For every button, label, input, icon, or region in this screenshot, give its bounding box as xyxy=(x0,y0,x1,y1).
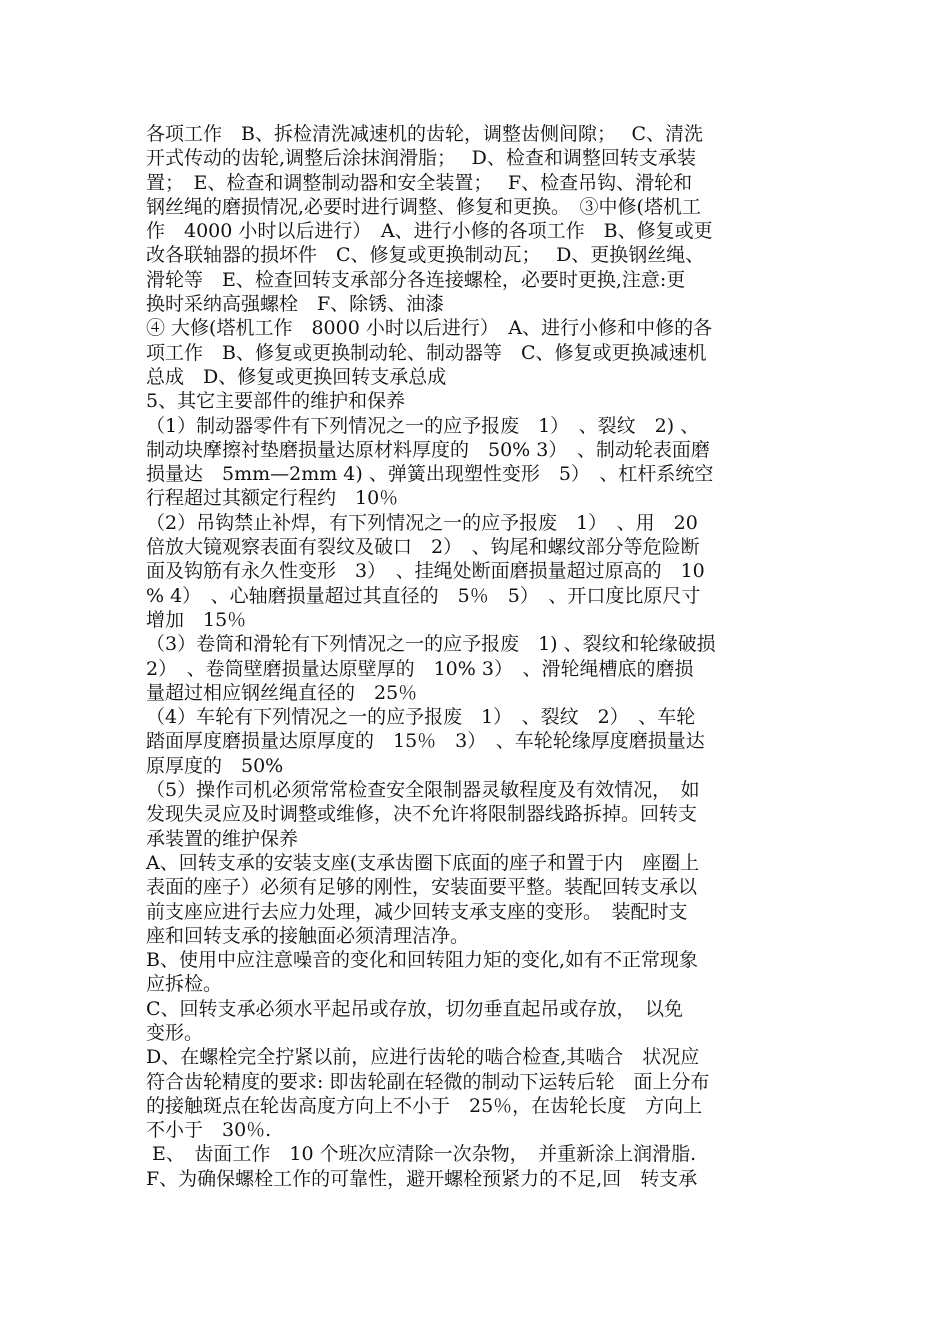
text-line: 应拆检。 xyxy=(146,973,223,996)
text-line: 符合齿轮精度的要求: 即齿轮副在轻微的制动下运转后轮 面上分布 xyxy=(146,1070,710,1093)
text-line: 制动块摩擦衬垫磨损量达原材料厚度的 50% 3） 、制动轮表面磨 xyxy=(146,438,710,461)
section-heading: 5、其它主要部件的维护和保养 xyxy=(146,390,406,413)
text-line: 钢丝绳的磨损情况,必要时进行调整、修复和更换。 ③中修(塔机工 xyxy=(146,195,701,218)
text-line: 变形。 xyxy=(146,1021,204,1044)
text-line: 项工作 B、修复或更换制动轮、制动器等 C、修复或更换减速机 xyxy=(146,341,707,364)
text-line: （1）制动器零件有下列情况之一的应予报废 1） 、裂纹 2) 、 xyxy=(146,414,700,437)
text-line: 踏面厚度磨损量达原厚度的 15％ 3） 、车轮轮缘厚度磨损量达 xyxy=(146,730,705,753)
text-line: B、使用中应注意噪音的变化和回转阻力矩的变化,如有不正常现象 xyxy=(146,949,699,972)
text-line: F、为确保螺栓工作的可靠性，避开螺栓预紧力的不足,回 转支承 xyxy=(146,1167,698,1190)
text-line: （4）车轮有下列情况之一的应予报废 1） 、裂纹 2） 、车轮 xyxy=(146,706,696,729)
text-line: （2）吊钩禁止补焊，有下列情况之一的应予报废 1） 、用 20 xyxy=(146,511,698,534)
text-line: 增加 15％ xyxy=(146,608,247,631)
text-line: 量超过相应钢丝绳直径的 25％ xyxy=(146,681,418,704)
text-line: 置； E、检查和调整制动器和安全装置； F、检查吊钩、滑轮和 xyxy=(146,171,693,194)
text-line: 开式传动的齿轮,调整后涂抹润滑脂； D、检查和调整回转支承装 xyxy=(146,147,696,170)
document-body xyxy=(146,122,810,1191)
text-line: （3）卷筒和滑轮有下列情况之一的应予报废 1) 、裂纹和轮缘破损 xyxy=(146,633,716,656)
text-line: 倍放大镜观察表面有裂纹及破口 2） 、钩尾和螺纹部分等危险断 xyxy=(146,536,700,559)
text-line: A、回转支承的安装支座(支承齿圈下底面的座子和置于内 座圈上 xyxy=(146,851,700,874)
text-line: 前支座应进行去应力处理，减少回转支承支座的变形。 装配时支 xyxy=(146,900,688,923)
text-line: 座和回转支承的接触面必须清理洁净。 xyxy=(146,924,470,947)
text-line: （5）操作司机必须常常检查安全限制器灵敏程度及有效情况， 如 xyxy=(146,779,700,802)
text-line: C、回转支承必须水平起吊或存放，切勿垂直起吊或存放， 以免 xyxy=(146,997,684,1020)
text-line: 行程超过其额定行程约 10％ xyxy=(146,487,399,510)
text-line: 总成 D、修复或更换回转支承总成 xyxy=(146,365,447,388)
text-line: 改各联轴器的损坏件 C、修复或更换制动瓦； D、更换钢丝绳、 xyxy=(146,244,705,267)
text-line: 不小于 30％. xyxy=(146,1119,272,1142)
text-line: 发现失灵应及时调整或维修，决不允许将限制器线路拆掉。回转支 xyxy=(146,803,698,826)
text-line: ④ 大修(塔机工作 8000 小时以后进行） A、进行小修和中修的各 xyxy=(146,317,713,340)
text-line: 表面的座子）必须有足够的刚性，安装面要平整。装配回转支承以 xyxy=(146,876,698,899)
text-line: E、 齿面工作 10 个班次应清除一次杂物， 并重新涂上润滑脂. xyxy=(146,1143,697,1166)
text-line: 滑轮等 E、检查回转支承部分各连接螺栓，必要时更换,注意:更 xyxy=(146,268,686,291)
text-line: 损量达 5mm—2mm 4) 、弹簧出现塑性变形 5） 、杠杆系统空 xyxy=(146,463,714,486)
text-line: 各项工作 B、拆检清洗减速机的齿轮，调整齿侧间隙； C、清洗 xyxy=(146,123,704,145)
text-line: 作 4000 小时以后进行） A、进行小修的各项工作 B、修复或更 xyxy=(146,220,713,243)
text-line: 承装置的维护保养 xyxy=(146,827,299,850)
text-line: % 4） 、心轴磨损量超过其直径的 5％ 5） 、开口度比原尺寸 xyxy=(146,584,701,607)
text-line: 2） 、卷筒壁磨损量达原壁厚的 10% 3） 、滑轮绳槽底的磨损 xyxy=(146,657,694,680)
text-line: 换时采纳高强螺栓 F、除锈、油漆 xyxy=(146,293,445,316)
text-line: D、在螺栓完全拧紧以前，应进行齿轮的啮合检查,其啮合 状况应 xyxy=(146,1046,700,1069)
text-line: 的接触斑点在轮齿高度方向上不小于 25％，在齿轮长度 方向上 xyxy=(146,1094,703,1117)
text-line: 面及钩筋有永久性变形 3） 、挂绳处断面磨损量超过原高的 10 xyxy=(146,560,705,583)
text-line: 原厚度的 50% xyxy=(146,754,284,777)
